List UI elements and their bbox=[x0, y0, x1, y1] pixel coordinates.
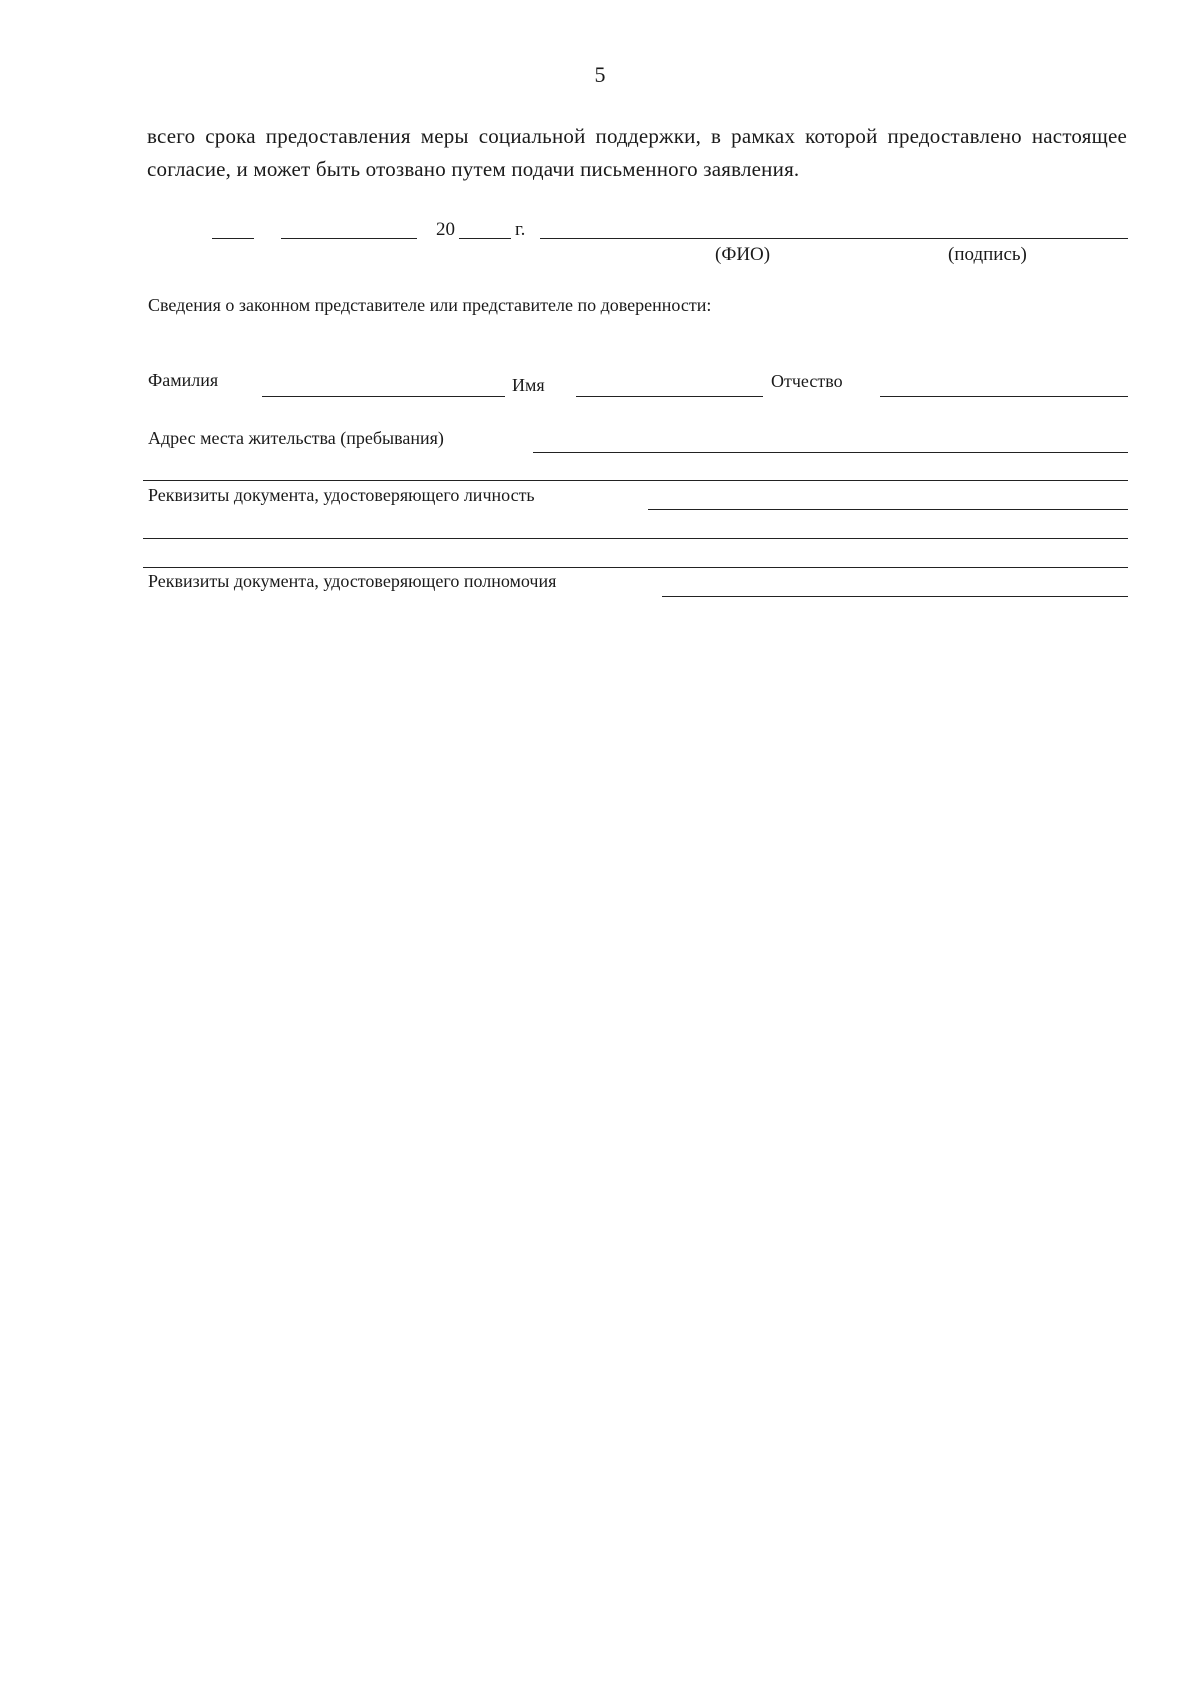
day-field[interactable] bbox=[212, 238, 254, 239]
address-field[interactable] bbox=[533, 452, 1128, 453]
identity-doc-label: Реквизиты документа, удостоверяющего личность bbox=[148, 485, 535, 505]
patronymic-label: Отчество bbox=[771, 371, 843, 391]
authority-doc-label: Реквизиты документа, удостоверяющего полномочия bbox=[148, 571, 557, 591]
identity-doc-field-continued[interactable] bbox=[143, 538, 1128, 539]
address-label: Адрес места жительства (пребывания) bbox=[148, 428, 444, 448]
consent-paragraph: всего срока предоставления меры социальной поддержки, в рамках которой предоставлено настоящее согласие, и может быть отозвано путем подачи письменного заявления. bbox=[147, 124, 1127, 181]
month-field[interactable] bbox=[281, 238, 417, 239]
patronymic-field[interactable] bbox=[880, 396, 1128, 397]
identity-doc-field[interactable] bbox=[648, 509, 1128, 510]
name-field[interactable] bbox=[576, 396, 763, 397]
year-suffix: г. bbox=[515, 219, 526, 240]
address-field-continued[interactable] bbox=[143, 480, 1128, 481]
authority-doc-top-line[interactable] bbox=[143, 567, 1128, 568]
year-field[interactable] bbox=[459, 238, 511, 239]
surname-field[interactable] bbox=[262, 396, 505, 397]
fio-signature-field[interactable] bbox=[540, 238, 1128, 239]
page-number: 5 bbox=[594, 62, 606, 87]
representative-heading: Сведения о законном представителе или представителе по доверенности: bbox=[148, 295, 712, 315]
fio-caption: (ФИО) bbox=[715, 244, 771, 265]
signature-caption: (подпись) bbox=[948, 244, 1027, 265]
authority-doc-field[interactable] bbox=[662, 596, 1128, 597]
name-label: Имя bbox=[512, 375, 545, 395]
surname-label: Фамилия bbox=[148, 370, 219, 390]
year-prefix: 20 bbox=[436, 219, 455, 240]
